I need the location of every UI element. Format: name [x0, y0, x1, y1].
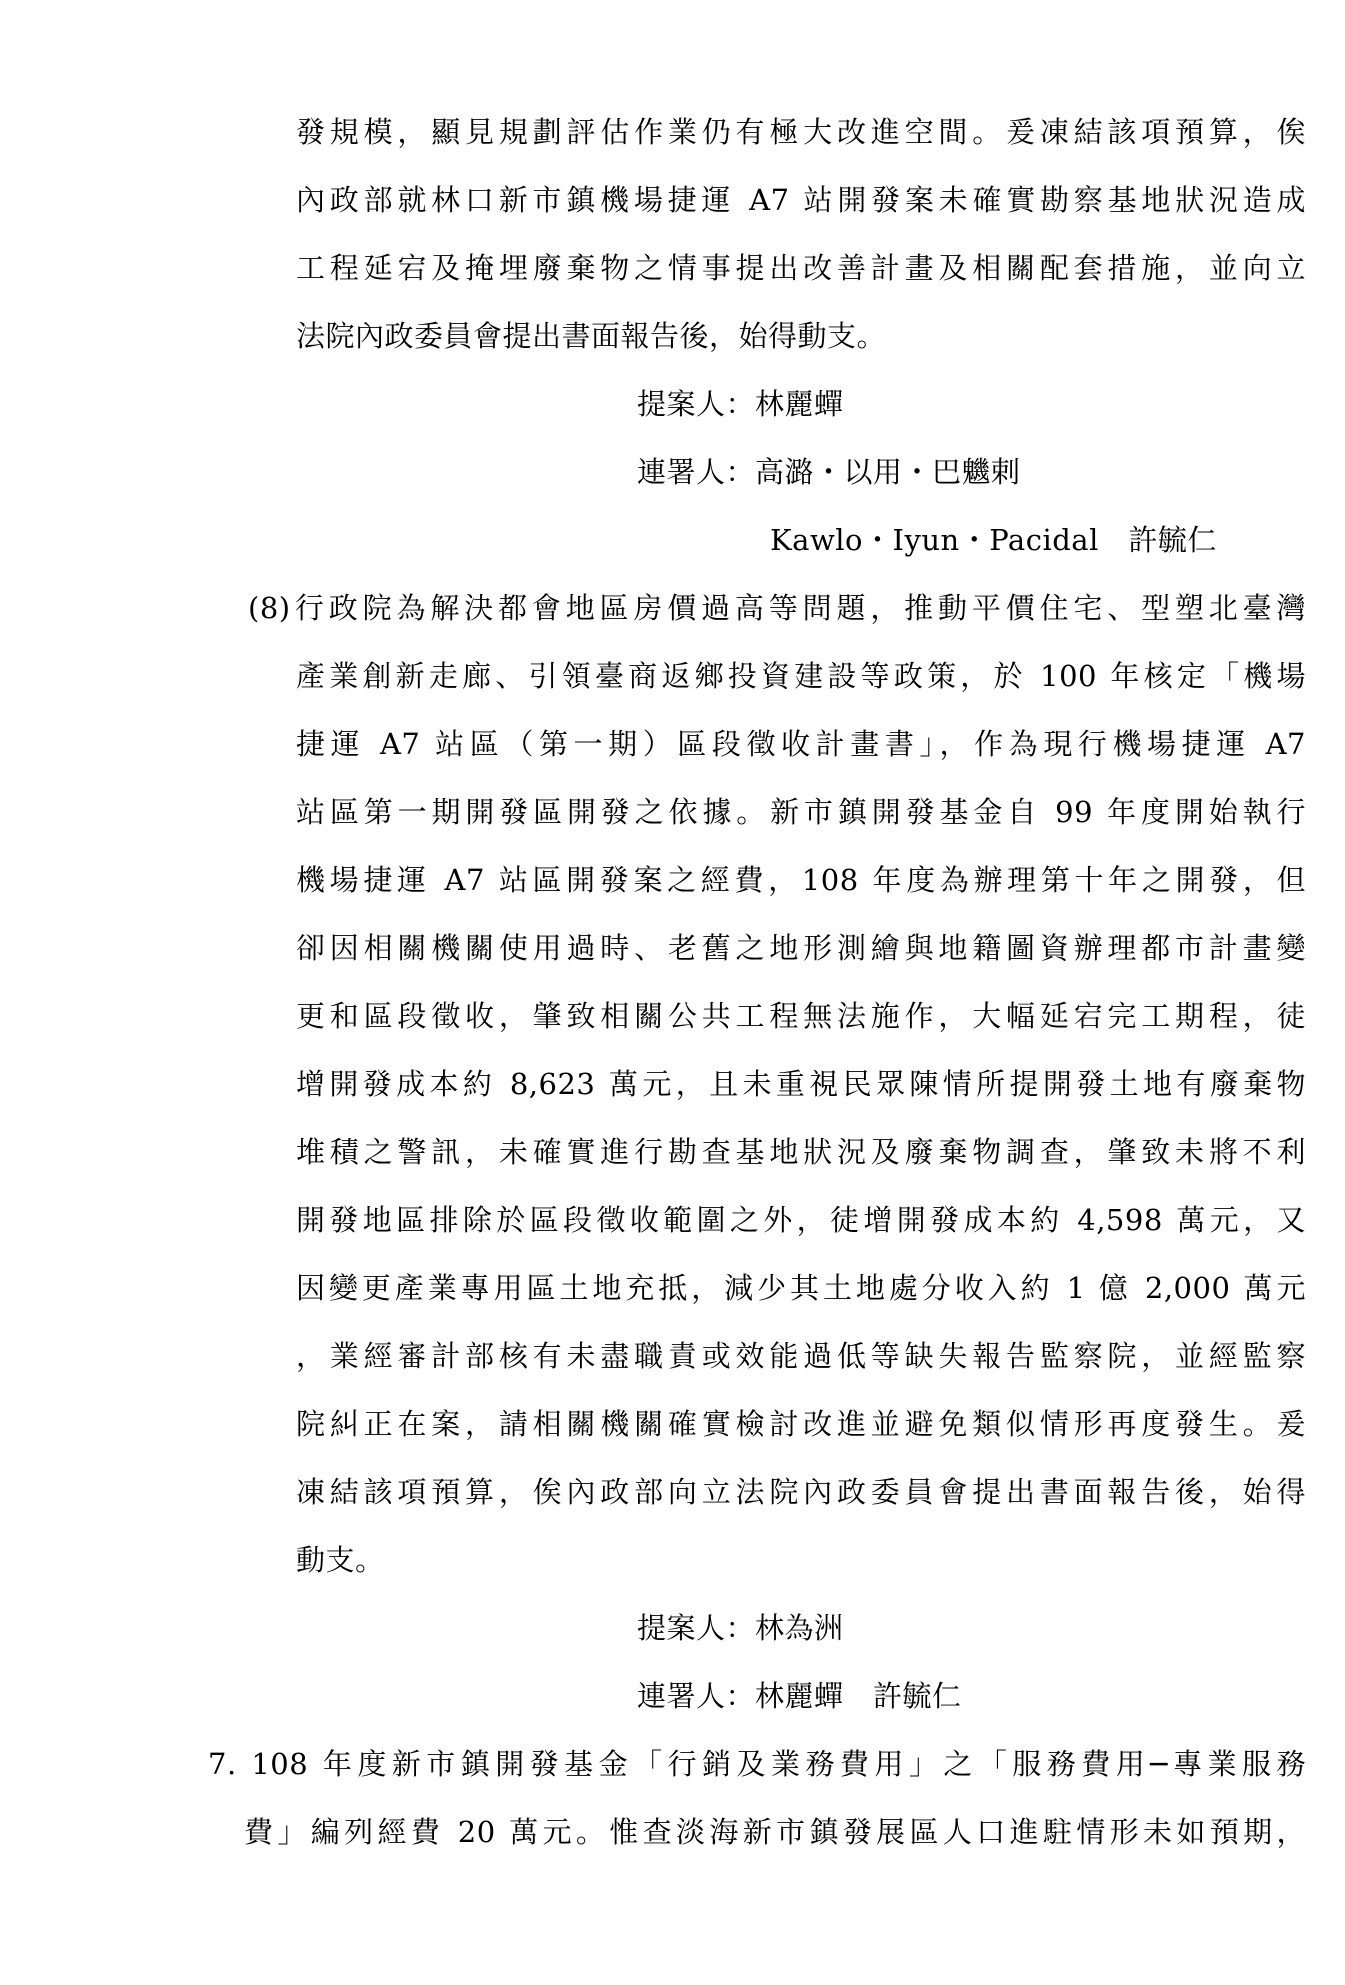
item-7-first-line: 7. 108 年度新市鎮開發基金「行銷及業務費用」之「服務費用─專業服務	[208, 1747, 1306, 1781]
text-line: 院糾正在案，請相關機關確實檢討改進並避免類似情形再度發生。爰	[296, 1407, 1306, 1441]
text-line: 卻因相關機關使用過時、老舊之地形測繪與地籍圖資辦理都市計畫變	[296, 931, 1306, 965]
text-line: 開發地區排除於區段徵收範圍之外，徒增開發成本約 4,598 萬元，又	[296, 1203, 1306, 1237]
text-line: 發規模，顯見規劃評估作業仍有極大改進空間。爰凍結該項預算，俟	[296, 115, 1306, 149]
text-line: 動支。	[296, 1543, 385, 1577]
proposer-line: 提案人：林麗蟬	[637, 387, 844, 421]
text-line: 法院內政委員會提出書面報告後，始得動支。	[296, 319, 887, 353]
cosigner-extra-line: Kawlo・Iyun・Pacidal 許毓仁	[770, 523, 1217, 557]
text-line: 增開發成本約 8,623 萬元，且未重視民眾陳情所提開發土地有廢棄物	[296, 1067, 1306, 1101]
text-line: 捷運 A7 站區（第一期）區段徵收計畫書」，作為現行機場捷運 A7	[296, 727, 1306, 761]
text-line: 凍結該項預算，俟內政部向立法院內政委員會提出書面報告後，始得	[296, 1475, 1306, 1509]
text-line: 產業創新走廊、引領臺商返鄉投資建設等政策，於 100 年核定「機場	[296, 659, 1306, 693]
item-8-first-line: (8)行政院為解決都會地區房價過高等問題，推動平價住宅、型塑北臺灣	[248, 591, 1306, 625]
text-line: 更和區段徵收，肇致相關公共工程無法施作，大幅延宕完工期程，徒	[296, 999, 1306, 1033]
text-line: ，業經審計部核有未盡職責或效能過低等缺失報告監察院，並經監察	[296, 1339, 1306, 1373]
text-line: 站區第一期開發區開發之依據。新市鎮開發基金自 99 年度開始執行	[296, 795, 1306, 829]
text-line: 內政部就林口新市鎮機場捷運 A7 站開發案未確實勘察基地狀況造成	[296, 183, 1306, 217]
cosigner-line: 連署人：林麗蟬 許毓仁	[637, 1679, 962, 1713]
text-line: 工程延宕及掩埋廢棄物之情事提出改善計畫及相關配套措施，並向立	[296, 251, 1306, 285]
proposer-line: 提案人：林為洲	[637, 1611, 844, 1645]
item-7-second-line: 費」編列經費 20 萬元。惟查淡海新市鎮發展區人口進駐情形未如預期，	[244, 1815, 1306, 1849]
text-line: 機場捷運 A7 站區開發案之經費，108 年度為辦理第十年之開發，但	[296, 863, 1306, 897]
text-line: 堆積之警訊，未確實進行勘查基地狀況及廢棄物調查，肇致未將不利	[296, 1135, 1306, 1169]
text-line: 因變更產業專用區土地充抵，減少其土地處分收入約 1 億 2,000 萬元	[296, 1271, 1306, 1305]
cosigner-line: 連署人：高潞・以用・巴魕剌	[637, 455, 1021, 489]
